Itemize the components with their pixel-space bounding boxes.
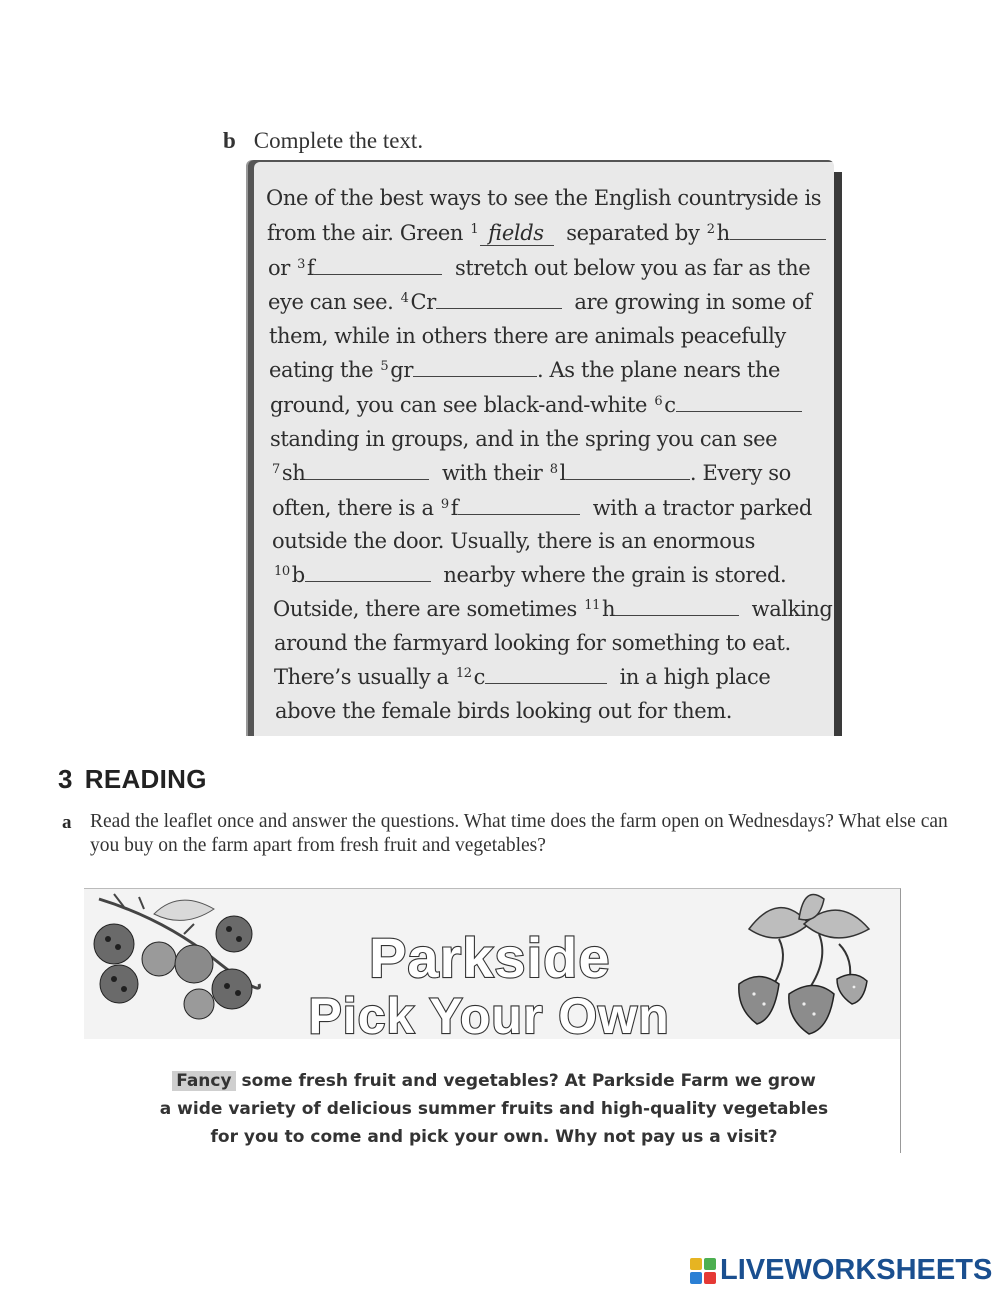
text-line: from the air. Green $^1$ fields separated by $^2$h — [267, 221, 826, 246]
logo-square — [690, 1258, 702, 1270]
section-number: 3 — [58, 764, 73, 794]
text-line: eating the $^5$gr . As the plane nears the — [269, 358, 781, 382]
gap-number: 7 — [272, 462, 280, 477]
gap-number: 11 — [584, 598, 600, 613]
gap-number: 1 — [470, 222, 479, 237]
gap-7-input[interactable] — [305, 461, 429, 480]
leaflet-title-line2: Pick Your Own — [308, 988, 670, 1044]
blurb-line1: some fresh fruit and vegetables? At Parkside Farm we grow — [235, 1071, 816, 1091]
gap-1-answer[interactable]: fields — [480, 221, 553, 246]
gap-number: 2 — [706, 222, 715, 237]
liveworksheets-logo — [690, 1254, 992, 1287]
gap-12-input[interactable] — [485, 665, 607, 684]
text-line: above the female birds looking out for them. — [275, 699, 733, 723]
gap-number: 10 — [274, 564, 290, 579]
gap-6-input[interactable] — [676, 393, 802, 412]
cloze-text-box — [248, 160, 834, 736]
text-line: standing in groups, and in the spring you can see — [270, 427, 778, 451]
text-line: or $^3$f stretch out below you as far as the — [268, 256, 811, 280]
gap-4-input[interactable] — [436, 290, 562, 309]
blurb-line2: a wide variety of delicious summer fruits and high-quality vegetables — [159, 1099, 829, 1119]
blurb-line3: for you to come and pick your own. Why not pay us a visit? — [210, 1127, 778, 1147]
text-line: There’s usually a $^{12}$c in a high place — [274, 665, 771, 689]
gap-10-input[interactable] — [305, 563, 431, 582]
gap-11-input[interactable] — [615, 597, 739, 616]
reading-instruction: Read the leaflet once and answer the questions. What time does the farm open on Wednesdays? What else can you buy on the farm apart from fresh fruit and vegetables? — [90, 811, 948, 856]
strawberries-illustration — [719, 889, 894, 1039]
text-line: eye can see. $^4$Cr are growing in some of — [268, 290, 812, 314]
gap-number: 9 — [440, 497, 449, 512]
text-line: ground, you can see black-and-white $^6$c — [270, 393, 802, 417]
reading-heading — [58, 764, 207, 795]
gap-9-input[interactable] — [458, 496, 580, 515]
exercise-letter: b — [223, 128, 236, 153]
section-title: READING — [84, 764, 207, 794]
leaflet — [84, 888, 901, 1153]
text-line: them, while in others there are animals peacefully — [269, 324, 786, 348]
text-line: outside the door. Usually, there is an enormous — [272, 529, 756, 553]
gap-number: 12 — [455, 666, 472, 681]
gap-number: 8 — [549, 462, 558, 477]
text-line: One of the best ways to see the English countryside is — [266, 186, 822, 210]
blackberries-illustration — [84, 889, 264, 1039]
gap-number: 5 — [380, 359, 389, 374]
highlighted-word[interactable]: Fancy — [172, 1071, 235, 1091]
gap-3-input[interactable] — [314, 256, 442, 275]
exercise-instruction: Complete the text. — [253, 128, 424, 153]
logo-text: LIVEWORKSHEETS — [720, 1254, 993, 1286]
gap-number: 3 — [297, 257, 306, 272]
text-line: Outside, there are sometimes $^{11}$h walking — [273, 597, 833, 621]
gap-number: 4 — [400, 291, 409, 306]
text-line: often, there is a $^9$f with a tractor parked — [272, 496, 812, 520]
gap-8-input[interactable] — [566, 461, 690, 480]
instruction-letter: a — [62, 812, 72, 833]
text-line: $^7$sh with their $^8$l . Every so — [272, 461, 791, 485]
logo-mark-icon — [690, 1258, 716, 1284]
logo-square — [704, 1272, 716, 1284]
text-line: around the farmyard looking for something to eat. — [274, 631, 791, 655]
logo-square — [690, 1272, 702, 1284]
text-line: $^{10}$b nearby where the grain is stored. — [274, 563, 787, 587]
leaflet-blurb — [154, 1067, 834, 1151]
gap-number: 6 — [654, 394, 663, 409]
logo-square — [704, 1258, 716, 1270]
exercise-b-heading — [223, 128, 423, 154]
gap-2-input[interactable] — [730, 221, 826, 240]
leaflet-title-line1: Parkside — [369, 926, 611, 989]
gap-5-input[interactable] — [413, 358, 537, 377]
